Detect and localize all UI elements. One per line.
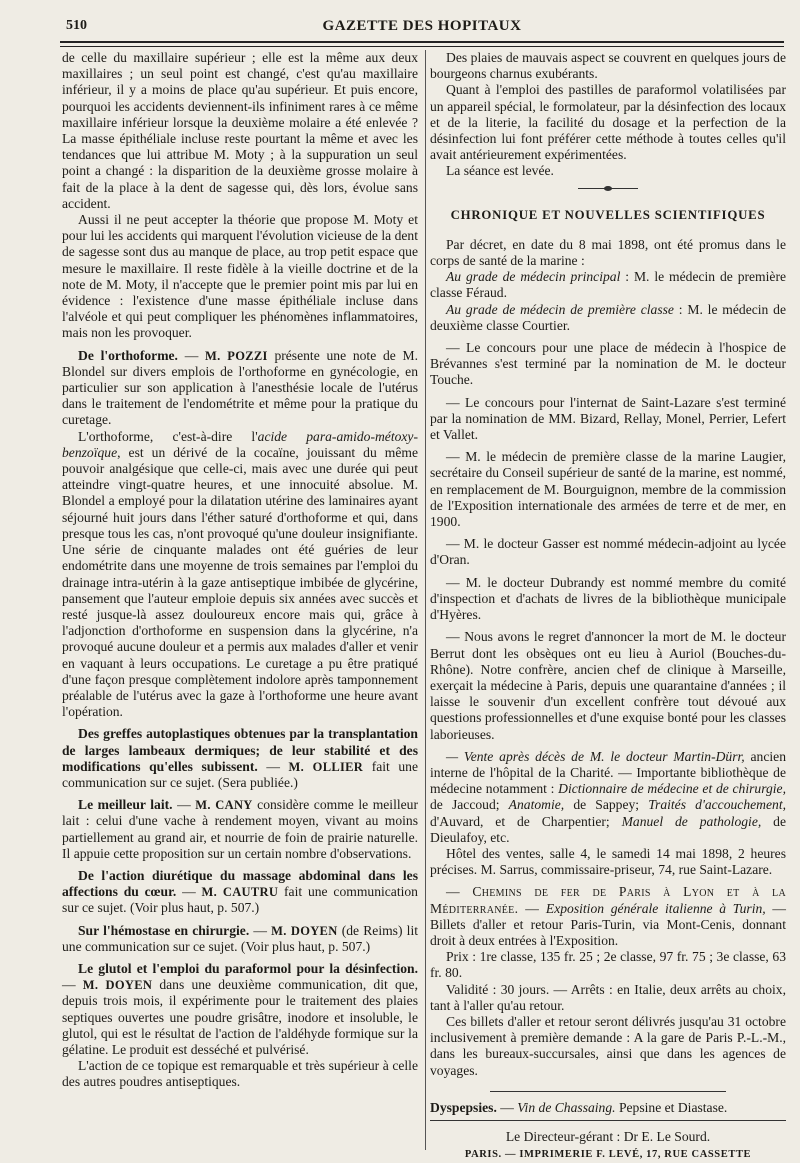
page-number: 510 [66,18,87,33]
paragraph: Des plaies de mauvais aspect se couvrent en quelques jours de bourgeons charnus exubérants. [430,50,786,82]
column-separator [425,50,426,1150]
article-glutol: Le glutol et l'emploi du paraformol pour la désinfection. — M. DOYEN dans une deuxième communication, dit que, depuis trois mois, il expérimente pour le traitement des plaies septiques ouvertes une poudre grisâtre, inodore et insoluble, le glutol, qui est le résultat de l'action de l'aldéhyde formique sur la gélatine. Le produit est desséché et pulvérisé. [62,960,418,1057]
article-lait: Le meilleur lait. — M. CANY considère comme le meilleur lait : celui d'une vache à rendement moyen, vivant au moins partiellement au grand air, et nourrie de foin de prairie naturelle. Il appuie cette proposition sur un certain nombre d'observations. [62,797,418,861]
news-item: — Vente après décès de M. le docteur Martin-Dürr, ancien interne de l'hôpital de la Charité. — Importante bibliothèque de médecine notamment : Dictionnaire de médecine et de chirurgie, de Jaccoud; Anatomie, de Sappey; Traités d'accouchement, d'Auvard, et de Charpentier; Manuel de pathologie, de Dieulafoy, etc. [430,748,786,845]
article-orthoforme: De l'orthoforme. — M. POZZI présente une note de M. Blondel sur divers emplois de l'orthoforme en gynécologie, en particulier sur son application à l'anesthésie locale de l'utérus dans le traitement de l'endométrite et même pour la pratique du curetage. [62,347,419,428]
left-column [62,50,418,1091]
news-item: — M. le docteur Dubrandy est nommé membre du comité d'inspection et d'achats de livres de la bibliothèque municipale d'Hyères. [430,574,786,623]
article-massage: De l'action diurétique du massage abdominal dans les affections du cœur. — M. CAUTRU fait une communication sur ce sujet. (Voir plus haut, p. 507.) [62,867,418,916]
header-rule [60,41,784,43]
news-item: — Chemins de fer de Paris à Lyon et à la Méditerranée. — Exposition générale italienne à Turin, — Billets d'aller et retour Paris-Turin, via Mont-Cenis, donnant droit à deux entrées à l'Exposition. [430,884,786,948]
advertisement: Dyspepsies. — Vin de Chassaing. Pepsine et Diastase. [430,1099,728,1115]
article-title: Le meilleur lait. [78,797,173,813]
printer-line: PARIS. — IMPRIMERIE F. LEVÉ, 17, RUE CASSETTE [464,1149,752,1161]
article-title: Des greffes autoplastiques obtenues par la transplantation de larges lambeaux dermiques; de leur stabilité et des modifications qu'elles subissent. [62,726,418,774]
news-item: — Nous avons le regret d'annoncer la mort de M. le docteur Berrut dont les obsèques ont eu lieu à Auriol (Bouches-du-Rhône). Notre confrère, ancien chef de clinique à Marseille, exerçait la médecine à Paris, depuis une quarantaine d'années ; il laisse le souvenir d'un excellent confrère tout dévoué aux questions professionnelles et d'une exquise bonté pour les classes laborieuses. [430,629,786,742]
news-item: Au grade de médecin de première classe : M. le médecin de deuxième classe Courtier. [430,301,786,333]
author: M. CAUTRU [201,885,279,900]
news-item: — Le concours pour une place de médecin à l'hospice de Brévannes s'est terminé par la nomination de M. le docteur Touche. [430,340,786,388]
page-header [58,14,786,38]
paragraph: de celle du maxillaire supérieur ; elle est la même aux deux maxillaires ; un seul point est changé, c'est qu'au maxillaire inférieur, il y a moins de place qu'au supérieur. Et puis encore, pourquoi les accidents deviennent-ils infiniment rares à ce même maxillaire inférieur lorsque la deuxième molaire a été enlevée ? La masse épithéliale incluse reste pourtant la même et avec les tendances que lui attribue M. Moty ; à la suppuration un seul point a changé : la disparition de la deuxième grosse molaire à fait de la place à la dent de sagesse qui, dès lors, évolue sans accident. [62,50,418,211]
article-title: Le glutol et l'emploi du paraformol pour la désinfection. [78,960,418,976]
session-closed: La séance est levée. [446,163,554,179]
news-item: Hôtel des ventes, salle 4, le samedi 14 mai 1898, 2 heures précises. M. Sarrus, commissaire-priseur, 74, rue Saint-Lazare. [430,845,786,878]
signature: Le Directeur-gérant : Dr E. Le Sourd. [505,1128,711,1144]
paragraph: L'orthoforme, c'est-à-dire l'acide para-amido-métoxy-benzoïque, est un dérivé de la cocaïne, jouissant du même pouvoir analgésique que celle-ci, mais avec une durée qui peut atteindre vingt-quatre heures, et une innocuité absolue. M. Blondel a employé pour la dilatation utérine des laminaires ayant séjourné huit jours dans l'éther saturé d'orthoforme et qui, dans presque tous les cas, n'ont provoqué qu'une douleur insignifiante. Une série de cinquante malades ont été guéries de leur endométrite dans une moyenne de trois semaines par l'emploi du drainage intra-utérin à la gaze antiseptique imbibée de glycérine, pansement que l'auteur emploie depuis six années avec succès et resté jusque-là assez douloureux encore mais qui, grâce à l'adjonction d'orthoforme en suspension dans la glycérine, n'a provoqué aucune douleur et a permis aux malades d'aller et venir en vaquant à leurs occupations. Le curetage a pu être pratiqué d'une façon presque complètement indolore après tamponnement préalable de l'utérus avec la gaze à l'orthoforme une heure avant l'opération. [62,428,418,720]
section-title: CHRONIQUE ET NOUVELLES SCIENTIFIQUES [450,207,766,222]
divider [490,1091,726,1092]
news-item: Au grade de médecin principal : M. le médecin de première classe Féraud. [430,269,787,301]
journal-title: GAZETTE DES HOPITAUX [322,18,522,34]
article-greffes: Des greffes autoplastiques obtenues par la transplantation de larges lambeaux dermiques; de leur stabilité et des modifications qu'elles subissent. — M. OLLIER fait une communication sur ce sujet. (Sera publiée.) [62,726,419,790]
header-rule-thin [60,46,784,47]
article-hemostase: Sur l'hémostase en chirurgie. — M. DOYEN (de Reims) lit une communication sur ce sujet. (Voir plus haut, p. 507.) [62,922,418,954]
author: M. DOYEN [271,923,338,938]
news-item: Prix : 1re classe, 135 fr. 25 ; 2e classe, 97 fr. 75 ; 3e classe, 63 fr. 80. [430,949,786,981]
paragraph: Quant à l'emploi des pastilles de paraformol volatilisées par un appareil spécial, le formolateur, par la désinfection des locaux et de la literie, la facilité du dosage et la perfection de la désinfection lui font préférer cette méthode à toutes celles qu'il avait antérieurement expérimentées. [430,82,786,163]
author: M. OLLIER [288,759,364,774]
divider [430,1120,786,1121]
news-item: Validité : 30 jours. — Arrêts : en Italie, deux arrêts au choix, tant à l'aller qu'au retour. [430,981,786,1013]
paragraph: L'action de ce topique est remarquable et très supérieur à celle des autres poudres antiseptiques. [62,1058,418,1090]
right-column [430,50,786,1163]
author: M. DOYEN [82,978,153,993]
news-item: — Le concours pour l'internat de Saint-Lazare s'est terminé par la nomination de MM. Bizard, Rellay, Monel, Perrier, Lefert et Vallet. [430,394,786,443]
news-item: Par décret, en date du 8 mai 1898, ont été promus dans le corps de santé de la marine : [430,236,786,269]
paragraph: Aussi il ne peut accepter la théorie que propose M. Moty et pour lui les accidents qui marquent l'évolution vicieuse de la dent de sagesse sont dus au manque de place, au trop petit espace que mesure le maxillaire. Il reste fidèle à la vieille doctrine et de la note de M. Moty, il n'accepte que le premier point mis par lui en évidence : l'existence d'une masse épithéliale incluse dans l'alvéole et qui peut compliquer les phénomènes inflammatoires, mais non les provoquer. [62,212,418,341]
news-item: Ces billets d'aller et retour seront délivrés jusqu'au 31 octobre inclusivement à première demande : A la gare de Paris P.-L.-M., dans les bureaux-succursales, ainsi que dans les agences de voyages. [430,1013,786,1078]
news-item: — M. le médecin de première classe de la marine Laugier, secrétaire du Conseil supérieur de santé de la marine, est nommé, en remplacement de M. Bourguignon, membre de la commission de l'Exposition internationale des armées de terre et de mer, en 1900. [430,449,786,530]
article-title: De l'orthoforme. [78,347,178,363]
author: M. CANY [195,798,253,813]
news-item: — M. le docteur Gasser est nommé médecin-adjoint au lycée d'Oran. [430,536,786,568]
article-title: Sur l'hémostase en chirurgie. [78,922,250,938]
article-title: De l'action diurétique du massage abdominal dans les affections du cœur. [62,867,418,900]
ornament-rule [578,188,638,189]
author: M. POZZI [205,348,268,363]
